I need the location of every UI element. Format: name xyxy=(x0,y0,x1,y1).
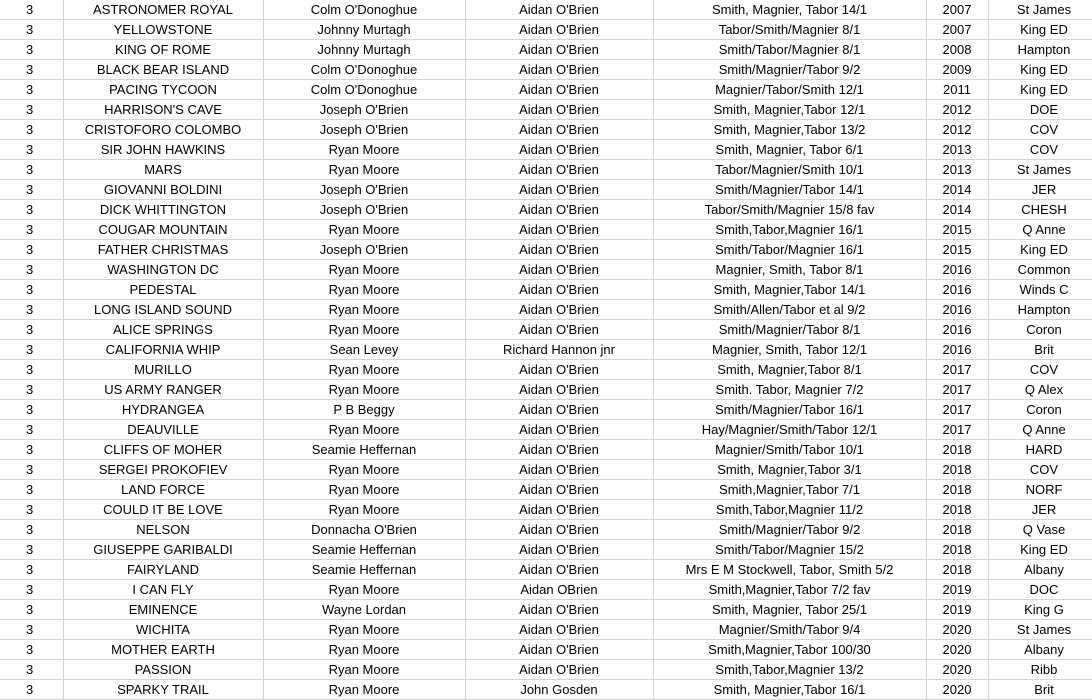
cell-horse[interactable]: PACING TYCOON xyxy=(63,80,263,100)
cell-owner-odds[interactable]: Smith/Tabor/Magnier 8/1 xyxy=(653,40,926,60)
cell-horse[interactable]: NELSON xyxy=(63,520,263,540)
cell-trainer[interactable]: Aidan O'Brien xyxy=(465,660,653,680)
cell-trainer[interactable]: Aidan O'Brien xyxy=(465,180,653,200)
cell-owner-odds[interactable]: Tabor/Smith/Magnier 8/1 xyxy=(653,20,926,40)
cell-race[interactable]: St James xyxy=(988,620,1092,640)
cell-year[interactable]: 2017 xyxy=(926,420,988,440)
cell-owner-odds[interactable]: Smith, Magnier,Tabor 16/1 xyxy=(653,680,926,700)
cell-horse[interactable]: BLACK BEAR ISLAND xyxy=(63,60,263,80)
cell-trainer[interactable]: Aidan O'Brien xyxy=(465,360,653,380)
cell-year[interactable]: 2020 xyxy=(926,680,988,700)
cell-year[interactable]: 2020 xyxy=(926,660,988,680)
cell-owner-odds[interactable]: Smith,Tabor,Magnier 11/2 xyxy=(653,500,926,520)
cell-year[interactable]: 2018 xyxy=(926,560,988,580)
cell-age[interactable]: 3 xyxy=(0,80,63,100)
cell-race[interactable]: COV xyxy=(988,360,1092,380)
cell-horse[interactable]: LONG ISLAND SOUND xyxy=(63,300,263,320)
cell-jockey[interactable]: Seamie Heffernan xyxy=(263,540,465,560)
cell-horse[interactable]: YELLOWSTONE xyxy=(63,20,263,40)
table-row xyxy=(0,60,1092,80)
cell-horse[interactable]: CRISTOFORO COLOMBO xyxy=(63,120,263,140)
cell-trainer[interactable]: Aidan O'Brien xyxy=(465,140,653,160)
cell-jockey[interactable]: Ryan Moore xyxy=(263,140,465,160)
cell-race[interactable]: King ED xyxy=(988,60,1092,80)
cell-trainer[interactable]: Aidan O'Brien xyxy=(465,420,653,440)
cell-owner-odds[interactable]: Tabor/Smith/Magnier 15/8 fav xyxy=(653,200,926,220)
cell-trainer[interactable]: Aidan O'Brien xyxy=(465,500,653,520)
cell-year[interactable]: 2008 xyxy=(926,40,988,60)
cell-horse[interactable]: CLIFFS OF MOHER xyxy=(63,440,263,460)
cell-race[interactable]: St James xyxy=(988,0,1092,20)
cell-jockey[interactable]: Ryan Moore xyxy=(263,480,465,500)
cell-horse[interactable]: HYDRANGEA xyxy=(63,400,263,420)
cell-year[interactable]: 2017 xyxy=(926,400,988,420)
cell-trainer[interactable]: Aidan O'Brien xyxy=(465,640,653,660)
cell-race[interactable]: Hampton xyxy=(988,40,1092,60)
cell-owner-odds[interactable]: Smith, Magnier,Tabor 14/1 xyxy=(653,280,926,300)
cell-jockey[interactable]: Ryan Moore xyxy=(263,380,465,400)
cell-year[interactable]: 2007 xyxy=(926,20,988,40)
cell-trainer[interactable]: Aidan O'Brien xyxy=(465,600,653,620)
cell-age[interactable]: 3 xyxy=(0,560,63,580)
cell-trainer[interactable]: Aidan O'Brien xyxy=(465,380,653,400)
cell-jockey[interactable]: Johnny Murtagh xyxy=(263,20,465,40)
cell-owner-odds[interactable]: Smith,Magnier,Tabor 100/30 xyxy=(653,640,926,660)
cell-trainer[interactable]: Aidan O'Brien xyxy=(465,440,653,460)
cell-jockey[interactable]: Joseph O'Brien xyxy=(263,100,465,120)
cell-age[interactable]: 3 xyxy=(0,580,63,600)
cell-owner-odds[interactable]: Tabor/Magnier/Smith 10/1 xyxy=(653,160,926,180)
cell-horse[interactable]: GIOVANNI BOLDINI xyxy=(63,180,263,200)
cell-owner-odds[interactable]: Smith, Magnier, Tabor 6/1 xyxy=(653,140,926,160)
cell-year[interactable]: 2009 xyxy=(926,60,988,80)
cell-year[interactable]: 2017 xyxy=(926,380,988,400)
cell-owner-odds[interactable]: Magnier, Smith, Tabor 8/1 xyxy=(653,260,926,280)
cell-year[interactable]: 2016 xyxy=(926,280,988,300)
cell-year[interactable]: 2018 xyxy=(926,500,988,520)
cell-horse[interactable]: MOTHER EARTH xyxy=(63,640,263,660)
cell-age[interactable]: 3 xyxy=(0,200,63,220)
cell-year[interactable]: 2012 xyxy=(926,120,988,140)
cell-owner-odds[interactable]: Smith, Magnier, Tabor 14/1 xyxy=(653,0,926,20)
cell-trainer[interactable]: Aidan O'Brien xyxy=(465,620,653,640)
cell-year[interactable]: 2016 xyxy=(926,340,988,360)
table-row xyxy=(0,460,1092,480)
cell-owner-odds[interactable]: Magnier/Smith/Tabor 10/1 xyxy=(653,440,926,460)
cell-jockey[interactable]: Joseph O'Brien xyxy=(263,240,465,260)
cell-trainer[interactable]: Aidan O'Brien xyxy=(465,540,653,560)
cell-trainer[interactable]: Aidan O'Brien xyxy=(465,80,653,100)
table-row xyxy=(0,20,1092,40)
cell-owner-odds[interactable]: Smith/Magnier/Tabor 9/2 xyxy=(653,60,926,80)
cell-trainer[interactable]: Aidan O'Brien xyxy=(465,260,653,280)
cell-race[interactable]: Albany xyxy=(988,640,1092,660)
table-row xyxy=(0,640,1092,660)
cell-race[interactable]: King ED xyxy=(988,80,1092,100)
cell-race[interactable]: COV xyxy=(988,140,1092,160)
cell-year[interactable]: 2019 xyxy=(926,580,988,600)
cell-year[interactable]: 2018 xyxy=(926,440,988,460)
cell-horse[interactable]: SIR JOHN HAWKINS xyxy=(63,140,263,160)
table-row xyxy=(0,180,1092,200)
cell-age[interactable]: 3 xyxy=(0,0,63,20)
cell-age[interactable]: 3 xyxy=(0,440,63,460)
cell-owner-odds[interactable]: Smith/Magnier/Tabor 16/1 xyxy=(653,400,926,420)
cell-horse[interactable]: I CAN FLY xyxy=(63,580,263,600)
cell-race[interactable]: Brit xyxy=(988,680,1092,700)
cell-jockey[interactable]: Joseph O'Brien xyxy=(263,180,465,200)
cell-horse[interactable]: WASHINGTON DC xyxy=(63,260,263,280)
cell-age[interactable]: 3 xyxy=(0,220,63,240)
cell-year[interactable]: 2011 xyxy=(926,80,988,100)
cell-year[interactable]: 2013 xyxy=(926,140,988,160)
cell-jockey[interactable]: Ryan Moore xyxy=(263,220,465,240)
cell-jockey[interactable]: Ryan Moore xyxy=(263,620,465,640)
cell-age[interactable]: 3 xyxy=(0,180,63,200)
cell-trainer[interactable]: Aidan O'Brien xyxy=(465,560,653,580)
table-row xyxy=(0,340,1092,360)
cell-trainer[interactable]: Aidan O'Brien xyxy=(465,60,653,80)
cell-owner-odds[interactable]: Smith/Magnier/Tabor 9/2 xyxy=(653,520,926,540)
cell-year[interactable]: 2007 xyxy=(926,0,988,20)
cell-race[interactable]: NORF xyxy=(988,480,1092,500)
cell-owner-odds[interactable]: Magnier, Smith, Tabor 12/1 xyxy=(653,340,926,360)
cell-jockey[interactable]: Colm O'Donoghue xyxy=(263,60,465,80)
cell-horse[interactable]: US ARMY RANGER xyxy=(63,380,263,400)
cell-horse[interactable]: SPARKY TRAIL xyxy=(63,680,263,700)
cell-owner-odds[interactable]: Smith,Magnier,Tabor 7/2 fav xyxy=(653,580,926,600)
cell-race[interactable]: St James xyxy=(988,160,1092,180)
cell-horse[interactable]: WICHITA xyxy=(63,620,263,640)
table-row xyxy=(0,500,1092,520)
cell-year[interactable]: 2012 xyxy=(926,100,988,120)
cell-jockey[interactable]: Colm O'Donoghue xyxy=(263,80,465,100)
table-row xyxy=(0,200,1092,220)
cell-race[interactable]: Q Alex xyxy=(988,380,1092,400)
cell-year[interactable]: 2016 xyxy=(926,260,988,280)
cell-jockey[interactable]: Seamie Heffernan xyxy=(263,440,465,460)
cell-race[interactable]: HARD xyxy=(988,440,1092,460)
cell-age[interactable]: 3 xyxy=(0,640,63,660)
cell-jockey[interactable]: Ryan Moore xyxy=(263,360,465,380)
cell-owner-odds[interactable]: Mrs E M Stockwell, Tabor, Smith 5/2 xyxy=(653,560,926,580)
cell-age[interactable]: 3 xyxy=(0,480,63,500)
cell-race[interactable]: DOC xyxy=(988,580,1092,600)
cell-race[interactable]: Coron xyxy=(988,320,1092,340)
cell-jockey[interactable]: Johnny Murtagh xyxy=(263,40,465,60)
cell-owner-odds[interactable]: Smith/Allen/Tabor et al 9/2 xyxy=(653,300,926,320)
table-row xyxy=(0,240,1092,260)
table-row xyxy=(0,360,1092,380)
table-row xyxy=(0,80,1092,100)
cell-trainer[interactable]: Aidan O'Brien xyxy=(465,460,653,480)
cell-trainer[interactable]: Aidan O'Brien xyxy=(465,220,653,240)
cell-jockey[interactable]: P B Beggy xyxy=(263,400,465,420)
cell-owner-odds[interactable]: Smith/Tabor/Magnier 16/1 xyxy=(653,240,926,260)
cell-race[interactable]: JER xyxy=(988,180,1092,200)
cell-age[interactable]: 3 xyxy=(0,620,63,640)
cell-race[interactable]: Q Vase xyxy=(988,520,1092,540)
cell-owner-odds[interactable]: Smith, Magnier,Tabor 3/1 xyxy=(653,460,926,480)
cell-jockey[interactable]: Joseph O'Brien xyxy=(263,200,465,220)
table-row xyxy=(0,380,1092,400)
cell-horse[interactable]: EMINENCE xyxy=(63,600,263,620)
cell-jockey[interactable]: Wayne Lordan xyxy=(263,600,465,620)
cell-horse[interactable]: HARRISON'S CAVE xyxy=(63,100,263,120)
table-row xyxy=(0,560,1092,580)
cell-owner-odds[interactable]: Smith, Magnier,Tabor 8/1 xyxy=(653,360,926,380)
cell-trainer[interactable]: Aidan O'Brien xyxy=(465,100,653,120)
cell-trainer[interactable]: John Gosden xyxy=(465,680,653,700)
table-row xyxy=(0,100,1092,120)
cell-jockey[interactable]: Ryan Moore xyxy=(263,300,465,320)
cell-year[interactable]: 2018 xyxy=(926,540,988,560)
cell-jockey[interactable]: Ryan Moore xyxy=(263,680,465,700)
cell-age[interactable]: 3 xyxy=(0,380,63,400)
cell-horse[interactable]: PEDESTAL xyxy=(63,280,263,300)
cell-age[interactable]: 3 xyxy=(0,600,63,620)
cell-jockey[interactable]: Ryan Moore xyxy=(263,660,465,680)
cell-jockey[interactable]: Joseph O'Brien xyxy=(263,120,465,140)
cell-year[interactable]: 2013 xyxy=(926,160,988,180)
cell-trainer[interactable]: Aidan O'Brien xyxy=(465,20,653,40)
table-row xyxy=(0,480,1092,500)
cell-year[interactable]: 2018 xyxy=(926,520,988,540)
cell-year[interactable]: 2016 xyxy=(926,320,988,340)
cell-age[interactable]: 3 xyxy=(0,420,63,440)
cell-trainer[interactable]: Aidan O'Brien xyxy=(465,240,653,260)
cell-age[interactable]: 3 xyxy=(0,340,63,360)
cell-year[interactable]: 2016 xyxy=(926,300,988,320)
cell-owner-odds[interactable]: Smith, Magnier,Tabor 13/2 xyxy=(653,120,926,140)
table-row xyxy=(0,600,1092,620)
cell-year[interactable]: 2019 xyxy=(926,600,988,620)
cell-race[interactable]: CHESH xyxy=(988,200,1092,220)
cell-jockey[interactable]: Ryan Moore xyxy=(263,500,465,520)
cell-owner-odds[interactable]: Smith,Magnier,Tabor 7/1 xyxy=(653,480,926,500)
cell-jockey[interactable]: Ryan Moore xyxy=(263,160,465,180)
cell-age[interactable]: 3 xyxy=(0,680,63,700)
table-row xyxy=(0,0,1092,20)
cell-race[interactable]: Hampton xyxy=(988,300,1092,320)
cell-race[interactable]: Winds C xyxy=(988,280,1092,300)
cell-year[interactable]: 2020 xyxy=(926,620,988,640)
cell-horse[interactable]: DICK WHITTINGTON xyxy=(63,200,263,220)
table-row xyxy=(0,400,1092,420)
cell-horse[interactable]: FAIRYLAND xyxy=(63,560,263,580)
cell-jockey[interactable]: Ryan Moore xyxy=(263,460,465,480)
table-row xyxy=(0,660,1092,680)
cell-trainer[interactable]: Aidan O'Brien xyxy=(465,280,653,300)
cell-age[interactable]: 3 xyxy=(0,240,63,260)
cell-race[interactable]: Ribb xyxy=(988,660,1092,680)
cell-jockey[interactable]: Ryan Moore xyxy=(263,580,465,600)
cell-year[interactable]: 2015 xyxy=(926,220,988,240)
cell-horse[interactable]: ASTRONOMER ROYAL xyxy=(63,0,263,20)
cell-jockey[interactable]: Seamie Heffernan xyxy=(263,560,465,580)
cell-age[interactable]: 3 xyxy=(0,120,63,140)
cell-trainer[interactable]: Aidan O'Brien xyxy=(465,120,653,140)
table-row xyxy=(0,680,1092,700)
cell-age[interactable]: 3 xyxy=(0,20,63,40)
cell-age[interactable]: 3 xyxy=(0,140,63,160)
cell-owner-odds[interactable]: Smith. Tabor, Magnier 7/2 xyxy=(653,380,926,400)
table-row xyxy=(0,120,1092,140)
cell-horse[interactable]: FATHER CHRISTMAS xyxy=(63,240,263,260)
cell-race[interactable]: Coron xyxy=(988,400,1092,420)
cell-trainer[interactable]: Aidan O'Brien xyxy=(465,300,653,320)
cell-year[interactable]: 2014 xyxy=(926,200,988,220)
cell-race[interactable]: DOE xyxy=(988,100,1092,120)
table-row xyxy=(0,520,1092,540)
cell-year[interactable]: 2017 xyxy=(926,360,988,380)
cell-trainer[interactable]: Richard Hannon jnr xyxy=(465,340,653,360)
cell-age[interactable]: 3 xyxy=(0,500,63,520)
cell-owner-odds[interactable]: Smith/Magnier/Tabor 14/1 xyxy=(653,180,926,200)
cell-trainer[interactable]: Aidan O'Brien xyxy=(465,400,653,420)
cell-race[interactable]: COV xyxy=(988,460,1092,480)
table-row xyxy=(0,580,1092,600)
cell-race[interactable]: Brit xyxy=(988,340,1092,360)
cell-age[interactable]: 3 xyxy=(0,520,63,540)
table-row xyxy=(0,440,1092,460)
cell-age[interactable]: 3 xyxy=(0,280,63,300)
cell-age[interactable]: 3 xyxy=(0,360,63,380)
cell-jockey[interactable]: Donnacha O'Brien xyxy=(263,520,465,540)
cell-jockey[interactable]: Ryan Moore xyxy=(263,280,465,300)
cell-jockey[interactable]: Ryan Moore xyxy=(263,260,465,280)
cell-race[interactable]: King ED xyxy=(988,240,1092,260)
cell-age[interactable]: 3 xyxy=(0,160,63,180)
cell-horse[interactable]: MARS xyxy=(63,160,263,180)
table-row xyxy=(0,420,1092,440)
cell-jockey[interactable]: Colm O'Donoghue xyxy=(263,0,465,20)
cell-trainer[interactable]: Aidan O'Brien xyxy=(465,0,653,20)
cell-age[interactable]: 3 xyxy=(0,400,63,420)
cell-jockey[interactable]: Sean Levey xyxy=(263,340,465,360)
table-row xyxy=(0,220,1092,240)
table-row xyxy=(0,140,1092,160)
cell-age[interactable]: 3 xyxy=(0,300,63,320)
cell-year[interactable]: 2018 xyxy=(926,480,988,500)
cell-trainer[interactable]: Aidan O'Brien xyxy=(465,480,653,500)
cell-trainer[interactable]: Aidan O'Brien xyxy=(465,160,653,180)
cell-year[interactable]: 2015 xyxy=(926,240,988,260)
table-row xyxy=(0,320,1092,340)
cell-jockey[interactable]: Ryan Moore xyxy=(263,320,465,340)
table-row xyxy=(0,160,1092,180)
cell-trainer[interactable]: Aidan OBrien xyxy=(465,580,653,600)
cell-owner-odds[interactable]: Hay/Magnier/Smith/Tabor 12/1 xyxy=(653,420,926,440)
table-row xyxy=(0,540,1092,560)
cell-race[interactable]: Q Anne xyxy=(988,220,1092,240)
cell-race[interactable]: King ED xyxy=(988,540,1092,560)
cell-age[interactable]: 3 xyxy=(0,320,63,340)
cell-trainer[interactable]: Aidan O'Brien xyxy=(465,520,653,540)
cell-race[interactable]: King ED xyxy=(988,20,1092,40)
cell-owner-odds[interactable]: Smith,Tabor,Magnier 13/2 xyxy=(653,660,926,680)
cell-horse[interactable]: KING OF ROME xyxy=(63,40,263,60)
table-row xyxy=(0,40,1092,60)
cell-year[interactable]: 2020 xyxy=(926,640,988,660)
cell-horse[interactable]: GIUSEPPE GARIBALDI xyxy=(63,540,263,560)
table-row xyxy=(0,280,1092,300)
cell-horse[interactable]: ALICE SPRINGS xyxy=(63,320,263,340)
cell-horse[interactable]: CALIFORNIA WHIP xyxy=(63,340,263,360)
cell-race[interactable]: Albany xyxy=(988,560,1092,580)
cell-owner-odds[interactable]: Smith, Magnier,Tabor 12/1 xyxy=(653,100,926,120)
cell-age[interactable]: 3 xyxy=(0,660,63,680)
cell-age[interactable]: 3 xyxy=(0,260,63,280)
cell-owner-odds[interactable]: Magnier/Smith/Tabor 9/4 xyxy=(653,620,926,640)
cell-horse[interactable]: SERGEI PROKOFIEV xyxy=(63,460,263,480)
cell-age[interactable]: 3 xyxy=(0,540,63,560)
cell-age[interactable]: 3 xyxy=(0,100,63,120)
cell-owner-odds[interactable]: Smith/Tabor/Magnier 15/2 xyxy=(653,540,926,560)
cell-horse[interactable]: LAND FORCE xyxy=(63,480,263,500)
cell-race[interactable]: King G xyxy=(988,600,1092,620)
cell-horse[interactable]: DEAUVILLE xyxy=(63,420,263,440)
cell-age[interactable]: 3 xyxy=(0,60,63,80)
cell-year[interactable]: 2018 xyxy=(926,460,988,480)
cell-race[interactable]: JER xyxy=(988,500,1092,520)
cell-jockey[interactable]: Ryan Moore xyxy=(263,420,465,440)
cell-trainer[interactable]: Aidan O'Brien xyxy=(465,200,653,220)
cell-year[interactable]: 2014 xyxy=(926,180,988,200)
cell-race[interactable]: Q Anne xyxy=(988,420,1092,440)
cell-owner-odds[interactable]: Smith, Magnier, Tabor 25/1 xyxy=(653,600,926,620)
cell-owner-odds[interactable]: Magnier/Tabor/Smith 12/1 xyxy=(653,80,926,100)
cell-horse[interactable]: MURILLO xyxy=(63,360,263,380)
cell-owner-odds[interactable]: Smith/Magnier/Tabor 8/1 xyxy=(653,320,926,340)
table-row xyxy=(0,300,1092,320)
cell-age[interactable]: 3 xyxy=(0,40,63,60)
cell-jockey[interactable]: Ryan Moore xyxy=(263,640,465,660)
cell-race[interactable]: COV xyxy=(988,120,1092,140)
cell-horse[interactable]: COULD IT BE LOVE xyxy=(63,500,263,520)
cell-owner-odds[interactable]: Smith,Tabor,Magnier 16/1 xyxy=(653,220,926,240)
cell-horse[interactable]: PASSION xyxy=(63,660,263,680)
cell-trainer[interactable]: Aidan O'Brien xyxy=(465,320,653,340)
cell-trainer[interactable]: Aidan O'Brien xyxy=(465,40,653,60)
cell-race[interactable]: Common xyxy=(988,260,1092,280)
table-row xyxy=(0,620,1092,640)
cell-horse[interactable]: COUGAR MOUNTAIN xyxy=(63,220,263,240)
table-row xyxy=(0,260,1092,280)
cell-age[interactable]: 3 xyxy=(0,460,63,480)
